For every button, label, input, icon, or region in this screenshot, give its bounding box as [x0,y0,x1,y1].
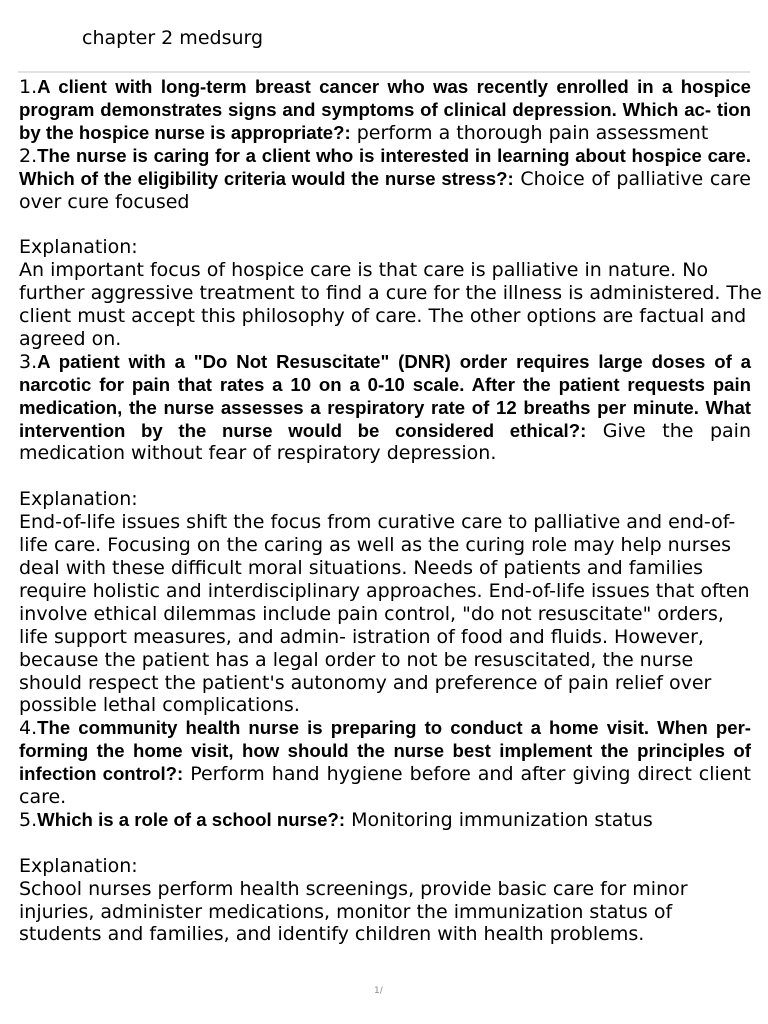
question-number: 4. [19,717,38,740]
explanation-text: An important focus of hospice care is that care is palliative in nature. No further aggressive treatment to find a cure for the illness is administered. The client must accept this philosophy of care. The other options are factual and agreed on. [19,259,762,350]
answer-text: Give the pain medication without fear of respiratory depression. [19,419,751,465]
answer-text: Choice of palliative care over cure focused [19,167,751,213]
header-divider [18,71,750,73]
answer-text: Perform hand hygiene before and after giving direct client care. [19,763,751,809]
explanation-text: School nurses perform health screenings, provide basic care for minor injuries, administer medications, monitor the immunization status of students and families, and identify children with health problems. [19,877,688,946]
question-number: 1. [19,76,38,98]
explanation-label: Explanation: [19,854,138,877]
question-text: Which is a role of a school nurse?: [37,808,346,830]
answer-text: perform a thorough pain assessment [356,121,709,144]
explanation-label: Explanation: [19,488,138,511]
question-number: 2. [19,144,38,167]
question-4 [19,717,751,809]
question-text: The community health nurse is preparing to conduct a home visit. When per- forming the home visit, how should the nurse best implement the principles of infection control?: [19,717,751,785]
document-title: chapter 2 medsurg [82,27,264,49]
explanation-label: Explanation: [19,236,138,259]
question-text: A client with long-term breast cancer who was recently enrolled in a hospice program demonstrates signs and symptoms of clinical depression. Which ac- tion by the hospice nurse is appropriate?: [19,76,751,143]
explanation-text: End-of-life issues shift the focus from curative care to palliative and end-of-life care. Focusing on the caring as well as the curing role may help nurses deal with these difficult moral situations. Needs of patients and families require holistic and interdisciplinary approaches. End-of-life issues that often involve ethical dilemmas include pain control, "do not resuscitate" orders, life support measures, and admin- istration of food and fluids. However, because the patient has a legal order to not be resuscitated, the nurse should respect the patient's autonomy and preference of pain relief over possible lethal complications. [19,511,750,717]
question-1 [19,76,751,145]
question-text: A patient with a "Do Not Resuscitate" (DNR) order requires large doses of a narcotic for pain that rates a 10 on a 0-10 scale. After the patient requests pain medication, the nurse assesses a respiratory rate of 12 breaths per minute. What intervention by the nurse would be considered ethical?: [19,350,751,441]
spacer [19,213,751,236]
answer-text: Monitoring immunization status [351,808,653,831]
question-text: The nurse is caring for a client who is interested in learning about hospice care. Which of the eligibility criteria would the nurse stress?: [19,144,751,189]
question-number: 3. [19,350,38,373]
question-5 [19,809,751,832]
spacer [19,465,751,488]
spacer [19,832,751,855]
question-2 [19,145,751,214]
question-number: 5. [19,808,38,831]
page-number: 1/ [374,986,383,996]
document-body [19,76,762,946]
question-3 [19,351,751,466]
